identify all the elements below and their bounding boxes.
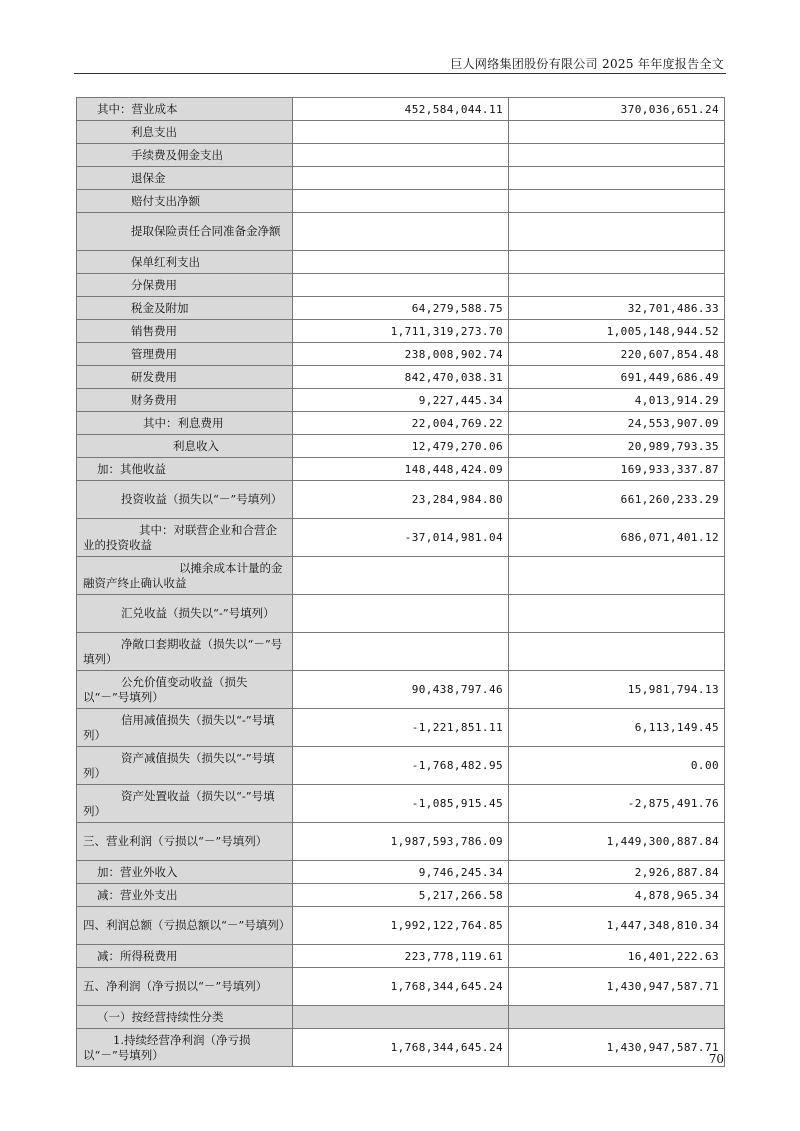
current-period-value [293, 251, 509, 274]
current-period-value [293, 190, 509, 213]
current-period-value: 64,279,588.75 [293, 297, 509, 320]
row-label: 分保费用 [77, 274, 293, 297]
prior-period-value [509, 213, 725, 251]
row-label: 保单红利支出 [77, 251, 293, 274]
prior-period-value [509, 167, 725, 190]
table-row [77, 968, 725, 1006]
current-period-value: 223,778,119.61 [293, 945, 509, 968]
prior-period-value [509, 274, 725, 297]
table-row [77, 709, 725, 747]
current-period-value: 90,438,797.46 [293, 671, 509, 709]
row-label: 销售费用 [77, 320, 293, 343]
current-period-value: -1,221,851.11 [293, 709, 509, 747]
table-row [77, 1029, 725, 1067]
prior-period-value: 4,013,914.29 [509, 389, 725, 412]
row-label: （一）按经营持续性分类 [77, 1006, 293, 1029]
prior-period-value: 370,036,651.24 [509, 98, 725, 121]
table-row [77, 458, 725, 481]
row-label: 减：所得税费用 [77, 945, 293, 968]
row-label: 其中：营业成本 [77, 98, 293, 121]
table-row [77, 274, 725, 297]
current-period-value [293, 557, 509, 595]
current-period-value: 148,448,424.09 [293, 458, 509, 481]
row-label: 退保金 [77, 167, 293, 190]
prior-period-value: 24,553,907.09 [509, 412, 725, 435]
row-label: 汇兑收益（损失以“-”号填列） [77, 595, 293, 633]
current-period-value: 842,470,038.31 [293, 366, 509, 389]
prior-period-value: 686,071,401.12 [509, 519, 725, 557]
row-label: 提取保险责任合同准备金净额 [77, 213, 293, 251]
table-row [77, 144, 725, 167]
prior-period-value: 169,933,337.87 [509, 458, 725, 481]
table-row [77, 98, 725, 121]
table-row [77, 481, 725, 519]
prior-period-value [509, 557, 725, 595]
table-row [77, 823, 725, 861]
prior-period-value: 15,981,794.13 [509, 671, 725, 709]
current-period-value: 1,768,344,645.24 [293, 1029, 509, 1067]
row-label: 五、净利润（净亏损以“－”号填列） [77, 968, 293, 1006]
table-row [77, 1006, 725, 1029]
prior-period-value: 1,430,947,587.71 [509, 968, 725, 1006]
current-period-value: 23,284,984.80 [293, 481, 509, 519]
prior-period-value: 16,401,222.63 [509, 945, 725, 968]
current-period-value: 12,479,270.06 [293, 435, 509, 458]
prior-period-value: 661,260,233.29 [509, 481, 725, 519]
table-row [77, 907, 725, 945]
current-period-value: 9,227,445.34 [293, 389, 509, 412]
prior-period-value: 4,878,965.34 [509, 884, 725, 907]
prior-period-value [509, 190, 725, 213]
table-row [77, 861, 725, 884]
table-row [77, 389, 725, 412]
row-label: 三、营业利润（亏损以“－”号填列） [77, 823, 293, 861]
current-period-value [293, 633, 509, 671]
prior-period-value [509, 595, 725, 633]
income-statement-table [76, 97, 725, 1067]
prior-period-value: 1,430,947,587.71 [509, 1029, 725, 1067]
prior-period-value: 2,926,887.84 [509, 861, 725, 884]
table-row [77, 412, 725, 435]
table-row [77, 213, 725, 251]
row-label: 以摊余成本计量的金融资产终止确认收益 [77, 557, 293, 595]
row-label: 信用减值损失（损失以“-”号填列） [77, 709, 293, 747]
current-period-value [293, 595, 509, 633]
table-row [77, 297, 725, 320]
prior-period-value: 1,005,148,944.52 [509, 320, 725, 343]
table-row [77, 343, 725, 366]
row-label: 财务费用 [77, 389, 293, 412]
current-period-value: 238,008,902.74 [293, 343, 509, 366]
table-row [77, 320, 725, 343]
table-row [77, 884, 725, 907]
table-row [77, 190, 725, 213]
table-row [77, 671, 725, 709]
prior-period-value: 0.00 [509, 747, 725, 785]
table-row [77, 595, 725, 633]
row-label: 资产处置收益（损失以“-”号填列） [77, 785, 293, 823]
current-period-value: -1,085,915.45 [293, 785, 509, 823]
row-label: 研发费用 [77, 366, 293, 389]
current-period-value [293, 121, 509, 144]
row-label: 管理费用 [77, 343, 293, 366]
table-row [77, 557, 725, 595]
prior-period-value: -2,875,491.76 [509, 785, 725, 823]
table-row [77, 251, 725, 274]
current-period-value: 1,987,593,786.09 [293, 823, 509, 861]
current-period-value: 1,992,122,764.85 [293, 907, 509, 945]
table-row [77, 366, 725, 389]
table-row [77, 519, 725, 557]
document-header-title: 巨人网络集团股份有限公司 2025 年年度报告全文 [450, 57, 724, 71]
row-label: 其中：对联营企业和合营企业的投资收益 [77, 519, 293, 557]
prior-period-value: 1,449,300,887.84 [509, 823, 725, 861]
prior-period-value: 691,449,686.49 [509, 366, 725, 389]
table-row [77, 121, 725, 144]
current-period-value: 452,584,044.11 [293, 98, 509, 121]
prior-period-value: 1,447,348,810.34 [509, 907, 725, 945]
row-label: 加：营业外收入 [77, 861, 293, 884]
current-period-value: 9,746,245.34 [293, 861, 509, 884]
current-period-value [293, 144, 509, 167]
current-period-value: 1,711,319,273.70 [293, 320, 509, 343]
current-period-value: -1,768,482.95 [293, 747, 509, 785]
prior-period-value: 20,989,793.35 [509, 435, 725, 458]
prior-period-value [509, 121, 725, 144]
row-label: 利息支出 [77, 121, 293, 144]
table-row [77, 747, 725, 785]
current-period-value: 5,217,266.58 [293, 884, 509, 907]
table-row [77, 785, 725, 823]
row-label: 手续费及佣金支出 [77, 144, 293, 167]
prior-period-value: 6,113,149.45 [509, 709, 725, 747]
row-label: 加：其他收益 [77, 458, 293, 481]
row-label: 1.持续经营净利润（净亏损以“－”号填列） [77, 1029, 293, 1067]
header-divider [74, 73, 726, 74]
table-row [77, 167, 725, 190]
current-period-value [293, 1006, 509, 1029]
row-label: 净敞口套期收益（损失以“－”号填列） [77, 633, 293, 671]
row-label: 公允价值变动收益（损失以“－”号填列） [77, 671, 293, 709]
current-period-value: -37,014,981.04 [293, 519, 509, 557]
prior-period-value [509, 1006, 725, 1029]
current-period-value [293, 213, 509, 251]
current-period-value: 22,004,769.22 [293, 412, 509, 435]
current-period-value [293, 274, 509, 297]
row-label: 投资收益（损失以“－”号填列） [77, 481, 293, 519]
row-label: 四、利润总额（亏损总额以“－”号填列） [77, 907, 293, 945]
row-label: 其中：利息费用 [77, 412, 293, 435]
prior-period-value: 32,701,486.33 [509, 297, 725, 320]
table-row [77, 633, 725, 671]
prior-period-value: 220,607,854.48 [509, 343, 725, 366]
row-label: 税金及附加 [77, 297, 293, 320]
row-label: 利息收入 [77, 435, 293, 458]
table-row [77, 945, 725, 968]
prior-period-value [509, 633, 725, 671]
page-number: 70 [708, 1052, 724, 1066]
row-label: 减：营业外支出 [77, 884, 293, 907]
row-label: 资产减值损失（损失以“-”号填列） [77, 747, 293, 785]
current-period-value: 1,768,344,645.24 [293, 968, 509, 1006]
prior-period-value [509, 251, 725, 274]
table-row [77, 435, 725, 458]
current-period-value [293, 167, 509, 190]
row-label: 赔付支出净额 [77, 190, 293, 213]
prior-period-value [509, 144, 725, 167]
